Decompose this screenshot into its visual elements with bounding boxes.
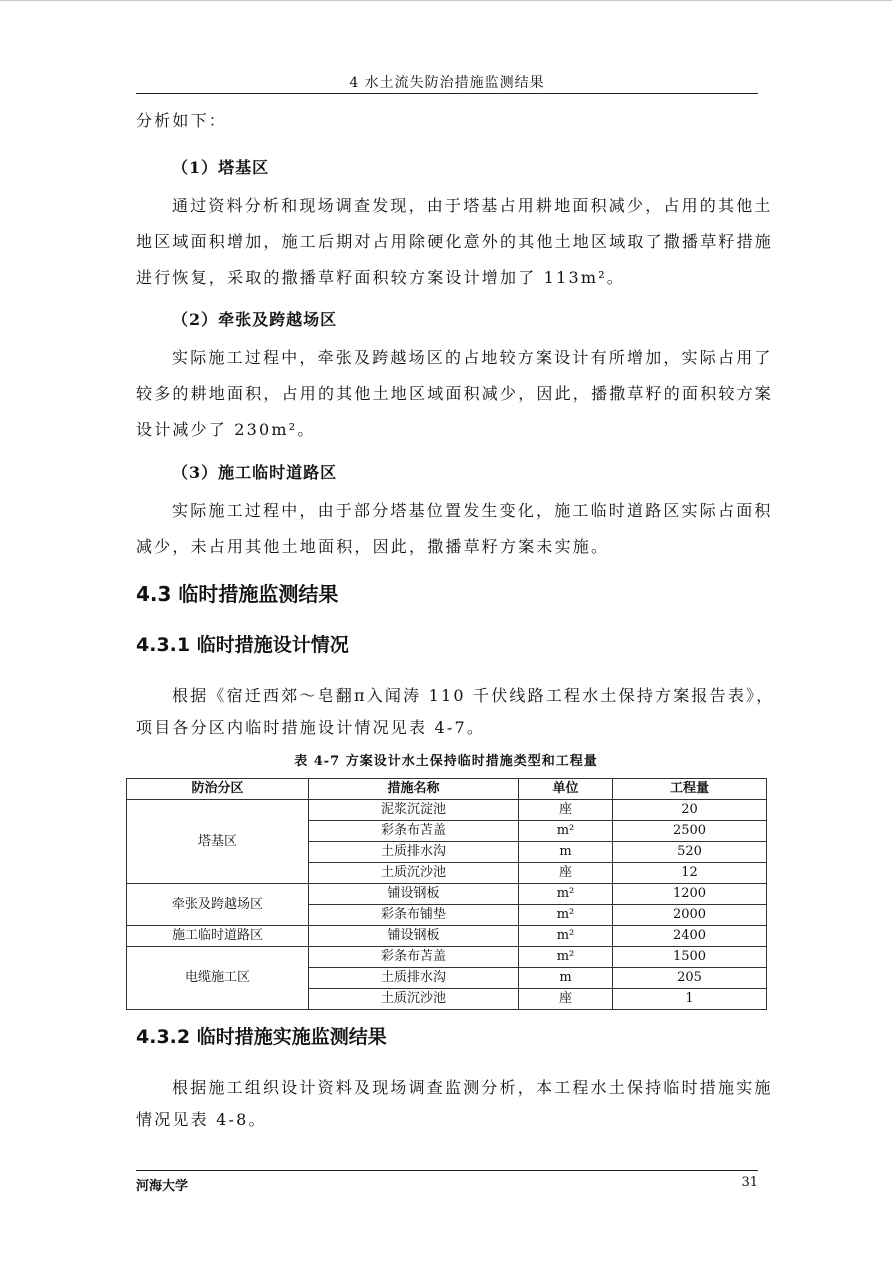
quantity-cell: 12 [613, 863, 767, 884]
unit-cell: 座 [519, 800, 613, 821]
subsection-title-4-3-1: 4.3.1 临时措施设计情况 [136, 634, 349, 656]
measure-cell: 土质排水沟 [309, 968, 519, 989]
table-row [127, 947, 767, 968]
table-row [127, 800, 767, 821]
unit-cell: m² [519, 905, 613, 926]
body-line: 较多的耕地面积，占用的其他土地区域面积减少，因此，播撒草籽的面积较方案 [136, 384, 774, 403]
quantity-cell: 2500 [613, 821, 767, 842]
measure-cell: 土质排水沟 [309, 842, 519, 863]
unit-cell: 座 [519, 863, 613, 884]
quantity-cell: 205 [613, 968, 767, 989]
section-heading-temp-road: （3）施工临时道路区 [172, 463, 338, 482]
body-line: 进行恢复，采取的撒播草籽面积较方案设计增加了 113m²。 [136, 268, 626, 287]
page-footer [136, 1170, 758, 1195]
body-line: 根据施工组织设计资料及现场调查监测分析，本工程水土保持临时措施实施 [172, 1078, 773, 1097]
unit-cell: m² [519, 926, 613, 947]
intro-text: 分析如下： [136, 111, 228, 130]
measure-cell: 彩条布苫盖 [309, 947, 519, 968]
section-heading-tension-area: （2）牵张及跨越场区 [172, 310, 338, 329]
unit-cell: m [519, 968, 613, 989]
university-name: 河海大学 [136, 1179, 189, 1194]
quantity-cell: 2400 [613, 926, 767, 947]
zone-cell: 施工临时道路区 [127, 926, 309, 947]
measure-cell: 土质沉沙池 [309, 863, 519, 884]
unit-cell: m² [519, 947, 613, 968]
body-line: 根据《宿迁西郊～皂翻π入闻涛 110 千伏线路工程水土保持方案报告表》， [172, 686, 775, 705]
measure-cell: 铺设钢板 [309, 926, 519, 947]
quantity-cell: 1200 [613, 884, 767, 905]
body-line: 情况见表 4-8。 [136, 1110, 267, 1129]
body-line: 实际施工过程中，由于部分塔基位置发生变化，施工临时道路区实际占面积 [172, 501, 773, 520]
table-row [127, 926, 767, 947]
table-caption: 表 4-7 方案设计水土保持临时措施类型和工程量 [294, 754, 598, 769]
measure-cell: 彩条布铺垫 [309, 905, 519, 926]
body-line: 项目各分区内临时措施设计情况见表 4-7。 [136, 718, 486, 737]
header-unit: 单位 [519, 779, 613, 800]
subsection-title-4-3-2: 4.3.2 临时措施实施监测结果 [136, 1026, 387, 1048]
body-line: 地区域面积增加，施工后期对占用除硬化意外的其他土地区域取了撒播草籽措施 [136, 232, 774, 251]
table-header-row [127, 779, 767, 800]
unit-cell: m² [519, 821, 613, 842]
body-line: 设计减少了 230m²。 [136, 420, 316, 439]
quantity-cell: 20 [613, 800, 767, 821]
quantity-cell: 520 [613, 842, 767, 863]
running-header-title: 4 水土流失防治措施监测结果 [349, 75, 545, 91]
body-line: 减少，未占用其他土地面积，因此，撒播草籽方案未实施。 [136, 537, 610, 556]
body-line: 通过资料分析和现场调查发现，由于塔基占用耕地面积减少，占用的其他土 [172, 196, 773, 215]
measure-cell: 铺设钢板 [309, 884, 519, 905]
header-measure: 措施名称 [309, 779, 519, 800]
zone-cell: 电缆施工区 [127, 947, 309, 1010]
zone-cell: 牵张及跨越场区 [127, 884, 309, 926]
header-quantity: 工程量 [613, 779, 767, 800]
quantity-cell: 2000 [613, 905, 767, 926]
zone-cell: 塔基区 [127, 800, 309, 884]
unit-cell: m² [519, 884, 613, 905]
page-number: 31 [741, 1175, 758, 1190]
quantity-cell: 1 [613, 989, 767, 1010]
header-zone: 防治分区 [127, 779, 309, 800]
unit-cell: 座 [519, 989, 613, 1010]
table-row [127, 884, 767, 905]
measure-cell: 土质沉沙池 [309, 989, 519, 1010]
measure-cell: 彩条布苫盖 [309, 821, 519, 842]
section-heading-tower-base: （1）塔基区 [172, 158, 270, 177]
top-border [0, 0, 892, 1]
quantity-cell: 1500 [613, 947, 767, 968]
body-line: 实际施工过程中，牵张及跨越场区的占地较方案设计有所增加，实际占用了 [172, 348, 773, 367]
page-header [136, 68, 758, 94]
section-title-4-3: 4.3 临时措施监测结果 [136, 582, 339, 606]
measures-table [126, 778, 767, 1010]
unit-cell: m [519, 842, 613, 863]
measure-cell: 泥浆沉淀池 [309, 800, 519, 821]
